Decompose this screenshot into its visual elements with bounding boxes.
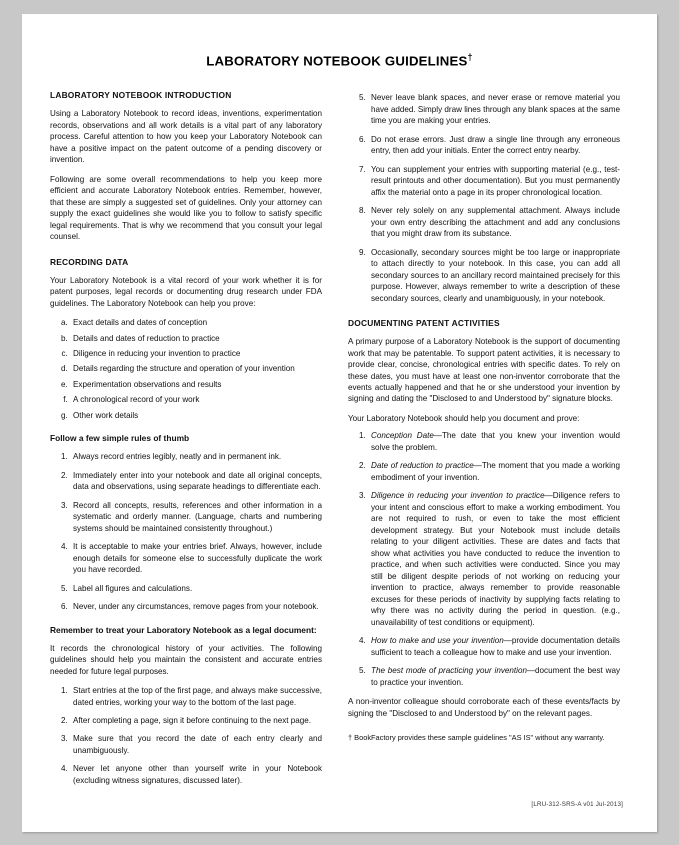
section-heading-recording-data: RECORDING DATA: [50, 256, 129, 267]
list-item: [368, 665, 620, 688]
list-item: a. Exact details and dates of conception: [70, 317, 322, 328]
proof-list: [50, 317, 322, 421]
two-column-body: [50, 90, 629, 794]
right-column: [348, 90, 620, 794]
legal-document-intro: It records the chronological history of your activities. The following guidelines should help you maintain the consistent and accurate entries needed for future legal purposes.: [50, 643, 322, 676]
list-item: 7. You can supplement your entries with supporting material (e.g., test-result printouts and other documentation). But you must permanently affix the material onto a page in its proper chronological location.: [368, 164, 620, 198]
page-title-text: LABORATORY NOTEBOOK GUIDELINES: [206, 53, 468, 69]
subheading-legal-document: Remember to treat your Laboratory Notebook as a legal document:: [50, 624, 317, 635]
list-item: 9. Occasionally, secondary sources might be too large or inappropriate to attach directly to your notebook. In this case, you can add all secondary sources to an ancillary record maintained precisely for this purpose. However, always remember to write a description of these secondary sources, clearly and unambiguously, in your notebook.: [368, 247, 620, 304]
prove-item-term: How to make and use your invention: [371, 636, 504, 646]
list-item: 8. Never rely solely on any supplemental attachment. Always include your own entry describing the attachment and add any conclusions that you might draw from its substance.: [368, 205, 620, 239]
patent-activities-paragraph-1: A primary purpose of a Laboratory Notebook is the support of documenting work that may be patentable. To support patent activities, it is necessary to provide clear, concise, chronological entries with specific dates. To rely on these dates, you must have at least one non-inventor corroborate that the events actually happened and that he or she understood your invention by signing and dating the "Disclosed to and Understood by" signature blocks.: [348, 337, 620, 404]
prove-item-description: —provide documentation details sufficient to teach a colleague how to make and use your invention.: [371, 636, 620, 657]
list-item: 1. Start entries at the top of the first page, and always make successive, dated entries, working your way to the bottom of the last page.: [70, 685, 322, 708]
prove-item-description: —Diligence refers to your intent and conscious effort to make a working embodiment. You are not required to rush, or even to take the most efficient development strategy. But your Notebook must include details relating to your diligent activities. These are dates and facts that show what activities you have conducted to reduce the invention to practice, and when such activities were conducted. Since you may still be diligent despite periods of not working on reducing your invention to practice, always remember to provide reasonable excuses for these periods of inactivity by supplying facts relating to why there was no activity during the period in question. (e.g., unavailability of test conditions or equipment).: [371, 491, 620, 627]
footnote: [348, 733, 620, 743]
introduction-paragraph-1: Using a Laboratory Notebook to record ideas, inventions, experimentation records, observations and all work details is a vital part of any laboratory process. Careful attention to how you keep your Laboratory Notebook can have a positive impact on the patent outcome of a pending discovery or invention.: [50, 109, 322, 165]
prove-item-term: Conception Date: [371, 431, 434, 441]
prove-item-description: —The date that you knew your invention would solve the problem.: [371, 431, 620, 452]
prove-item-description: —document the best way to practice your invention.: [371, 666, 620, 687]
list-item: 1. Always record entries legibly, neatly and in permanent ink.: [70, 451, 322, 462]
list-item: c. Diligence in reducing your invention to practice: [70, 348, 322, 359]
list-item: 5. Label all figures and calculations.: [70, 583, 322, 594]
patent-activities-paragraph-2: Your Laboratory Notebook should help you document and prove:: [348, 413, 580, 423]
list-item: 4. It is acceptable to make your entries brief. Always, however, include enough details for someone else to successfully duplicate the work you have recorded.: [70, 541, 322, 575]
document-page: [22, 14, 657, 832]
list-item: [368, 460, 620, 483]
page-title: [50, 52, 629, 68]
prove-item-term: Date of reduction to practice: [371, 461, 474, 471]
left-column: [50, 90, 322, 794]
list-item: 4. Never let anyone other than yourself write in your Notebook (excluding witness signatures, discussed later).: [70, 763, 322, 786]
list-item: 3. Make sure that you record the date of each entry clearly and unambiguously.: [70, 733, 322, 756]
list-item: e. Experimentation observations and results: [70, 379, 322, 390]
section-heading-introduction: LABORATORY NOTEBOOK INTRODUCTION: [50, 90, 232, 101]
title-dagger-marker: †: [467, 52, 473, 62]
prove-item-term: Diligence in reducing your invention to practice: [371, 491, 545, 501]
document-revision-stamp: [LRU-312-SRS-A v01 Jul-2013]: [531, 801, 623, 808]
subheading-rules-of-thumb: Follow a few simple rules of thumb: [50, 433, 190, 444]
recording-data-intro: Your Laboratory Notebook is a vital record of your work whether it is for patent purposes, legal records or documenting drug research under FDA guidelines. The Laboratory Notebook can help you prove:: [50, 275, 322, 308]
list-item: g. Other work details: [70, 410, 322, 421]
list-item: 2. Immediately enter into your notebook and date all original concepts, data and observations, using separate headings to differentiate each.: [70, 470, 322, 493]
list-item: [368, 490, 620, 628]
prove-items-list: [348, 430, 620, 688]
prove-item-description: —The moment that you made a working embodiment of your invention.: [371, 461, 620, 482]
section-heading-patent-activities: DOCUMENTING PATENT ACTIVITIES: [348, 318, 500, 329]
introduction-paragraph-2: Following are some overall recommendations to help you keep more efficient and accurate Laboratory Notebook entries. Remember, however, that these are simply a suggested set of guidelines. Only your attorney can supply the exact guidelines she would like you to follow to satisfy specific legal requirements. That is why we recommend that you consult your legal counsel.: [50, 174, 322, 242]
list-item: 6. Never, under any circumstances, remove pages from your notebook.: [70, 601, 322, 612]
list-item: d. Details regarding the structure and operation of your invention: [70, 363, 322, 374]
continued-guidelines-list: [348, 92, 620, 304]
list-item: 2. After completing a page, sign it before continuing to the next page.: [70, 715, 322, 726]
list-item: b. Details and dates of reduction to practice: [70, 333, 322, 344]
prove-item-term: The best mode of practicing your invention: [371, 666, 527, 676]
patent-activities-closing: A non-inventor colleague should corroborate each of these events/facts by signing the "Disclosed to and Understood by" on the relevant pages.: [348, 697, 620, 718]
rules-of-thumb-list: [50, 451, 322, 612]
list-item: 5. Never leave blank spaces, and never erase or remove material you have added. Simply draw lines through any blank spaces at the same time you are making your entries.: [368, 92, 620, 126]
legal-guidelines-list: [50, 685, 322, 786]
list-item: 6. Do not erase errors. Just draw a single line through any erroneous entry, then add your initials. Enter the correct entry nearby.: [368, 134, 620, 157]
list-item: [368, 635, 620, 658]
footnote-text: † BookFactory provides these sample guidelines "AS IS" without any warranty.: [348, 733, 605, 743]
list-item: [368, 430, 620, 453]
list-item: f. A chronological record of your work: [70, 394, 322, 405]
list-item: 3. Record all concepts, results, references and other information in a systematic and orderly manner. (Language, charts and numbering systems should be maintained consistently throughout.): [70, 500, 322, 534]
